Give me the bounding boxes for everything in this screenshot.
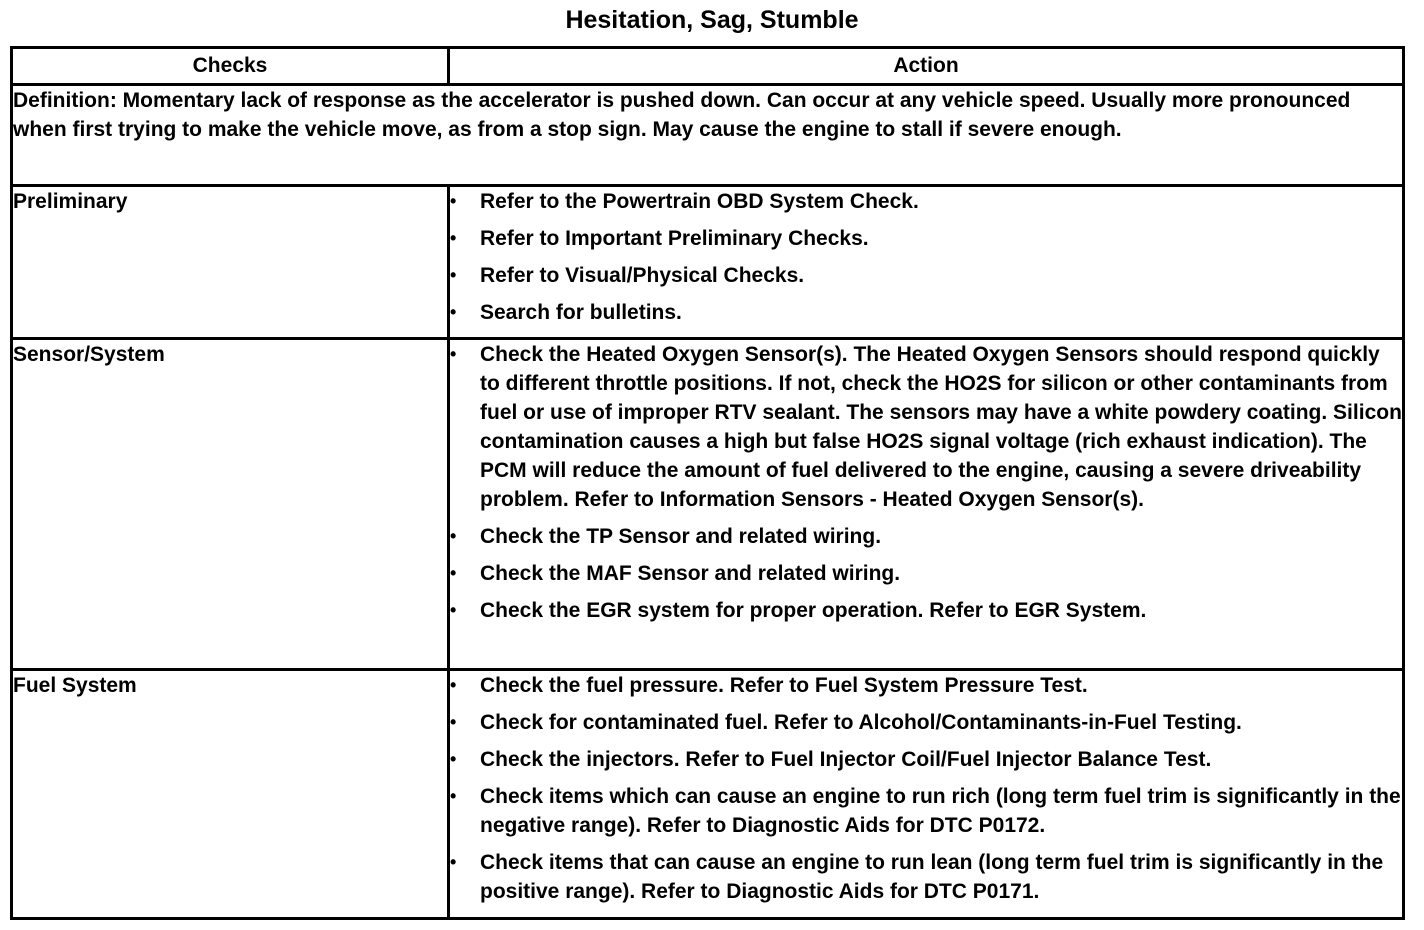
table-row (12, 339, 1404, 670)
action-cell-sensor-system (449, 339, 1404, 670)
definition-row (12, 85, 1404, 186)
check-cell-preliminary: Preliminary (12, 186, 449, 339)
action-item: • Check the MAF Sensor and related wiring. (450, 559, 1402, 588)
action-item: • Check for contaminated fuel. Refer to Alcohol/Contaminants-in-Fuel Testing. (450, 708, 1402, 737)
header-checks: Checks (12, 48, 449, 85)
action-item: • Check the EGR system for proper operation. Refer to EGR System. (450, 596, 1402, 625)
action-item: • Refer to Visual/Physical Checks. (450, 261, 1402, 290)
action-item: • Search for bulletins. (450, 298, 1402, 327)
action-item: • Refer to Important Preliminary Checks. (450, 224, 1402, 253)
action-cell-fuel-system (449, 670, 1404, 919)
header-row (12, 48, 1404, 85)
check-cell-fuel-system: Fuel System (12, 670, 449, 919)
action-item: • Check the fuel pressure. Refer to Fuel System Pressure Test. (450, 671, 1402, 700)
page-title: Hesitation, Sag, Stumble (565, 6, 859, 34)
table-row (12, 186, 1404, 339)
action-item: • Check items that can cause an engine to run lean (long term fuel trim is significantly in the positive range). Refer to Diagnostic Aids for DTC P0171. (450, 848, 1402, 906)
action-list (450, 187, 1402, 327)
action-item: • Check items which can cause an engine to run rich (long term fuel trim is significantly in the negative range). Refer to Diagnostic Aids for DTC P0172. (450, 782, 1402, 840)
action-item: • Check the Heated Oxygen Sensor(s). The Heated Oxygen Sensors should respond quickly to different throttle positions. If not, check the HO2S for silicon or other contaminants from fuel or use of improper RTV sealant. The sensors may have a white powdery coating. Silicon contamination causes a high but false HO2S signal voltage (rich exhaust indication). The PCM will reduce the amount of fuel delivered to the engine, causing a severe driveability problem. Refer to Information Sensors - Heated Oxygen Sensor(s). (450, 340, 1402, 514)
action-list (450, 671, 1402, 906)
check-cell-sensor-system: Sensor/System (12, 339, 449, 670)
action-item: • Refer to the Powertrain OBD System Check. (450, 187, 1402, 216)
action-item: • Check the TP Sensor and related wiring. (450, 522, 1402, 551)
action-cell-preliminary (449, 186, 1404, 339)
action-item: • Check the injectors. Refer to Fuel Injector Coil/Fuel Injector Balance Test. (450, 745, 1402, 774)
diagnostic-table (10, 46, 1405, 920)
definition-text: Definition: Momentary lack of response as the accelerator is pushed down. Can occur at any vehicle speed. Usually more pronounced when first trying to make the vehicle move, as from a stop sign. May cause the engine to stall if severe enough. (12, 85, 1404, 186)
header-action: Action (449, 48, 1404, 85)
action-list (450, 340, 1402, 625)
table-row (12, 670, 1404, 919)
